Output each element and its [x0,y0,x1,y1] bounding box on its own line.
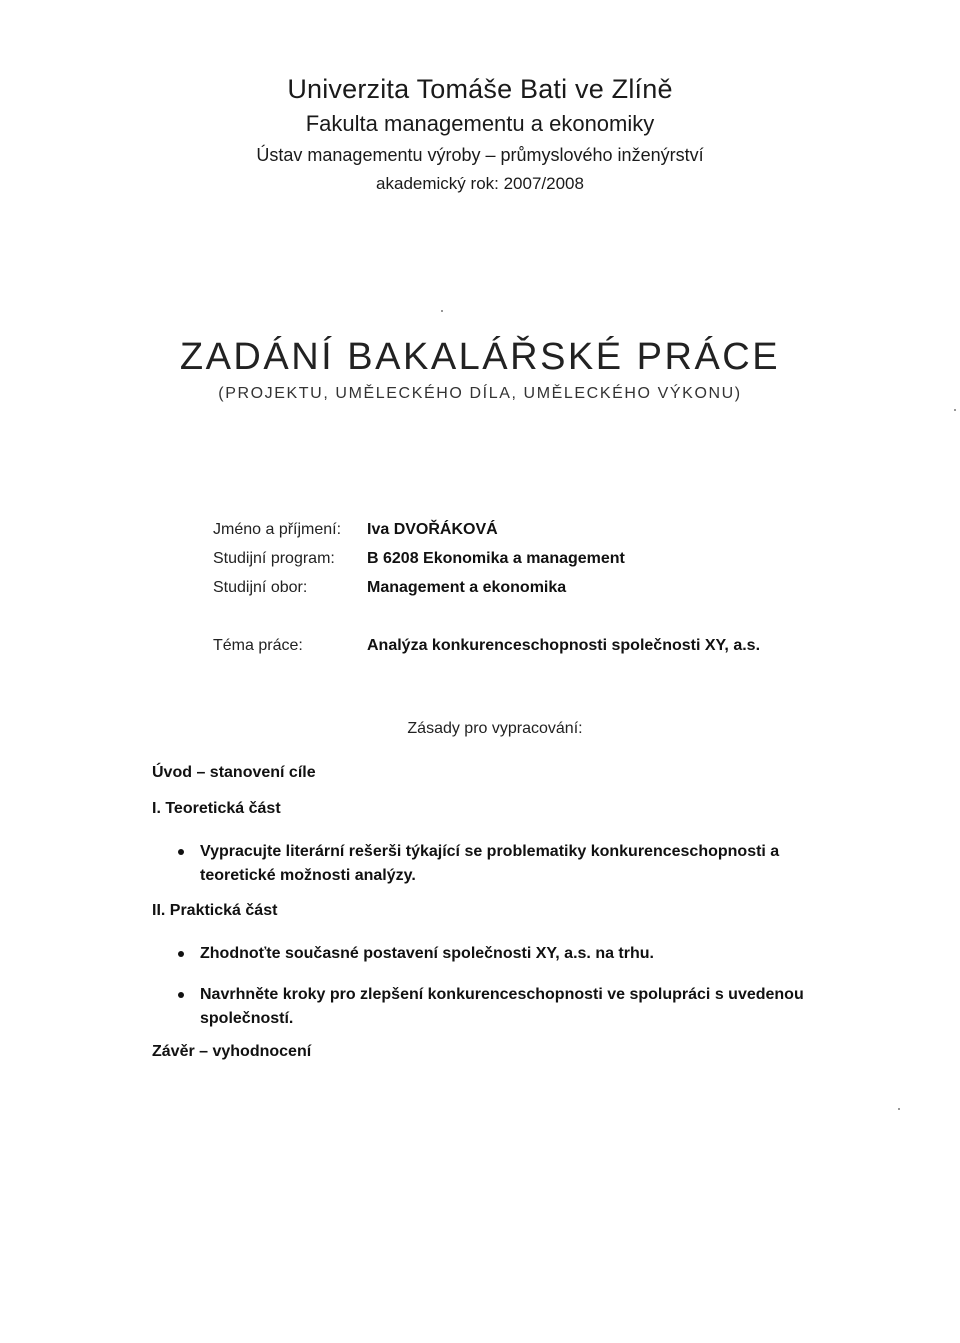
academic-year: akademický rok: 2007/2008 [376,174,584,193]
theory-bullet-1: Vypracujte literární rešerši týkající se problematiky konkurenceschopnosti a teoretické možnosti analýzy. [200,843,780,884]
topic-label: Téma práce: [213,637,303,654]
practical-bullet-2: Navrhněte kroky pro zlepšení konkurenceschopnosti ve spolupráci s uvedenou společností. [200,986,804,1027]
program-label: Studijní program: [213,550,335,567]
faculty-name: Fakulta managementu a ekonomiky [305,111,655,136]
conclusion-heading: Závěr – vyhodnocení [152,1043,312,1060]
field-value: Management a ekonomika [367,579,567,596]
bullet-icon [178,992,184,998]
bullet-icon [178,849,184,855]
bullet-icon [178,951,184,957]
topic-value: Analýza konkurenceschopnosti společnosti XY, a.s. [367,637,761,654]
name-value: Iva DVOŘÁKOVÁ [367,521,498,538]
practical-bullet-1: Zhodnoťte současné postavení společnosti XY, a.s. na trhu. [200,945,654,962]
rules-heading: Zásady pro vypracování: [407,720,583,737]
scan-speck [441,310,443,312]
document-subtitle: (PROJEKTU, UMĚLECKÉHO DÍLA, UMĚLECKÉHO VÝKONU) [218,385,742,402]
university-name: Univerzita Tomáše Bati ve Zlíně [287,74,673,104]
theory-part-heading: I. Teoretická část [152,800,281,817]
institute-name: Ústav managementu výroby – průmyslového inženýrství [256,145,704,165]
document-title: ZADÁNÍ BAKALÁŘSKÉ PRÁCE [179,336,781,378]
name-label: Jméno a příjmení: [213,521,342,538]
scan-speck [954,409,956,411]
program-value: B 6208 Ekonomika a management [367,550,625,567]
intro-heading: Úvod – stanovení cíle [152,764,316,781]
field-label: Studijní obor: [213,579,308,596]
practical-part-heading: II. Praktická část [152,902,278,919]
scan-speck [898,1108,900,1110]
